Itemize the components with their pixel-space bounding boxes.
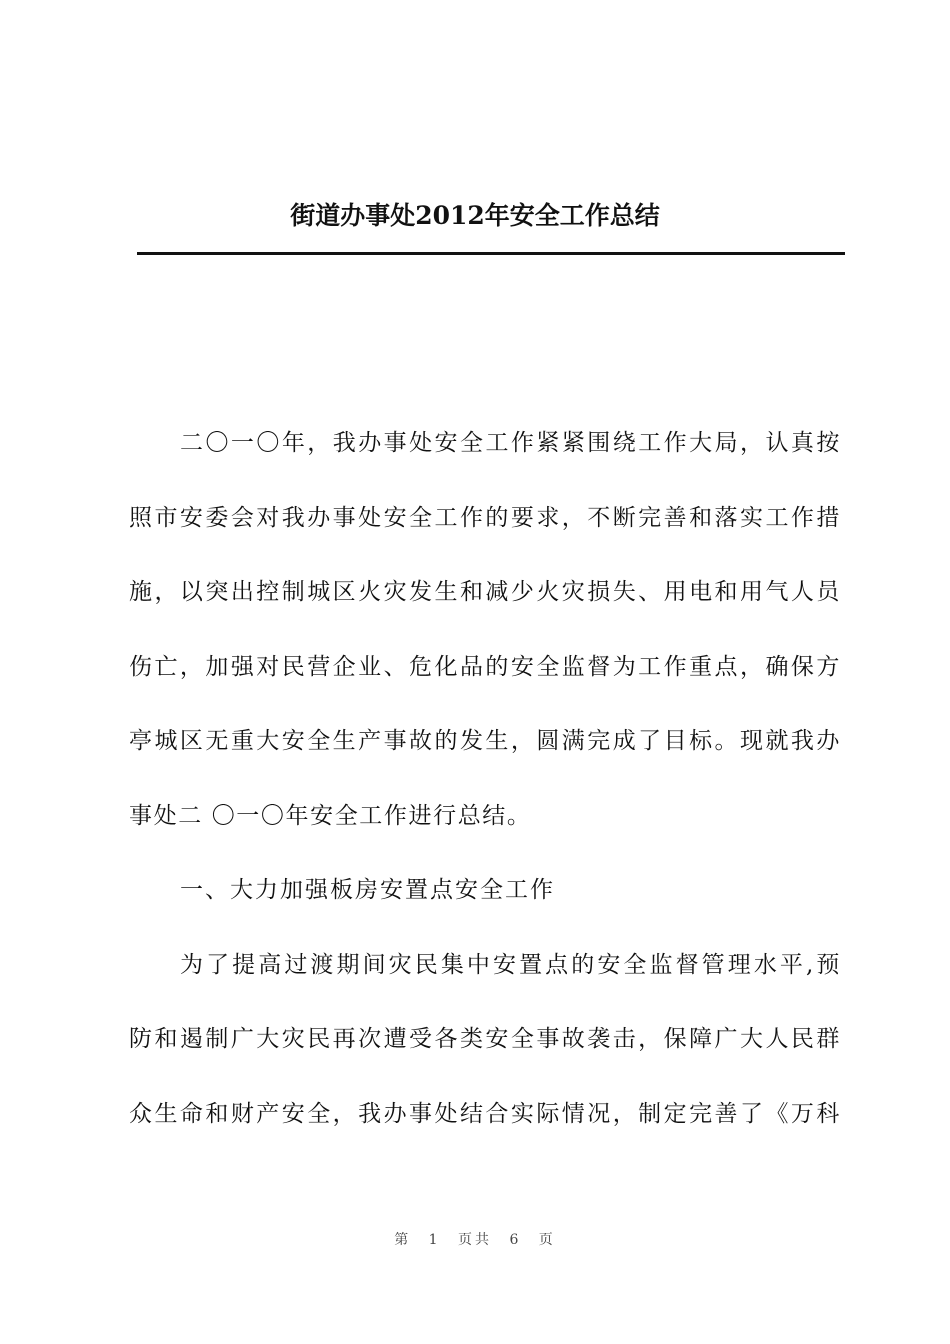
page-footer: 第 1 页共 6 页 <box>394 1232 556 1248</box>
body-line: 亭城区无重大安全生产事故的发生，圆满完成了目标。现就我办 <box>129 728 841 754</box>
body-line: 照市安委会对我办事处安全工作的要求，不断完善和落实工作措 <box>129 505 841 531</box>
title-underline <box>137 252 845 255</box>
body-line: 事处二 〇一〇年安全工作进行总结。 <box>129 803 532 829</box>
body-line: 伤亡，加强对民营企业、危化品的安全监督为工作重点，确保方 <box>129 654 841 680</box>
body-line: 二〇一〇年，我办事处安全工作紧紧围绕工作大局，认真按 <box>180 430 841 456</box>
document-title: 街道办事处2012年安全工作总结 <box>290 201 660 230</box>
section-heading: 一、大力加强板房安置点安全工作 <box>180 877 555 903</box>
body-line: 防和遏制广大灾民再次遭受各类安全事故袭击，保障广大人民群 <box>129 1026 841 1052</box>
body-line: 众生命和财产安全，我办事处结合实际情况，制定完善了《万科 <box>129 1101 841 1127</box>
body-line: 施，以突出控制城区火灾发生和减少火灾损失、用电和用气人员 <box>129 579 841 605</box>
body-line: 为了提高过渡期间灾民集中安置点的安全监督管理水平,预 <box>180 952 841 978</box>
